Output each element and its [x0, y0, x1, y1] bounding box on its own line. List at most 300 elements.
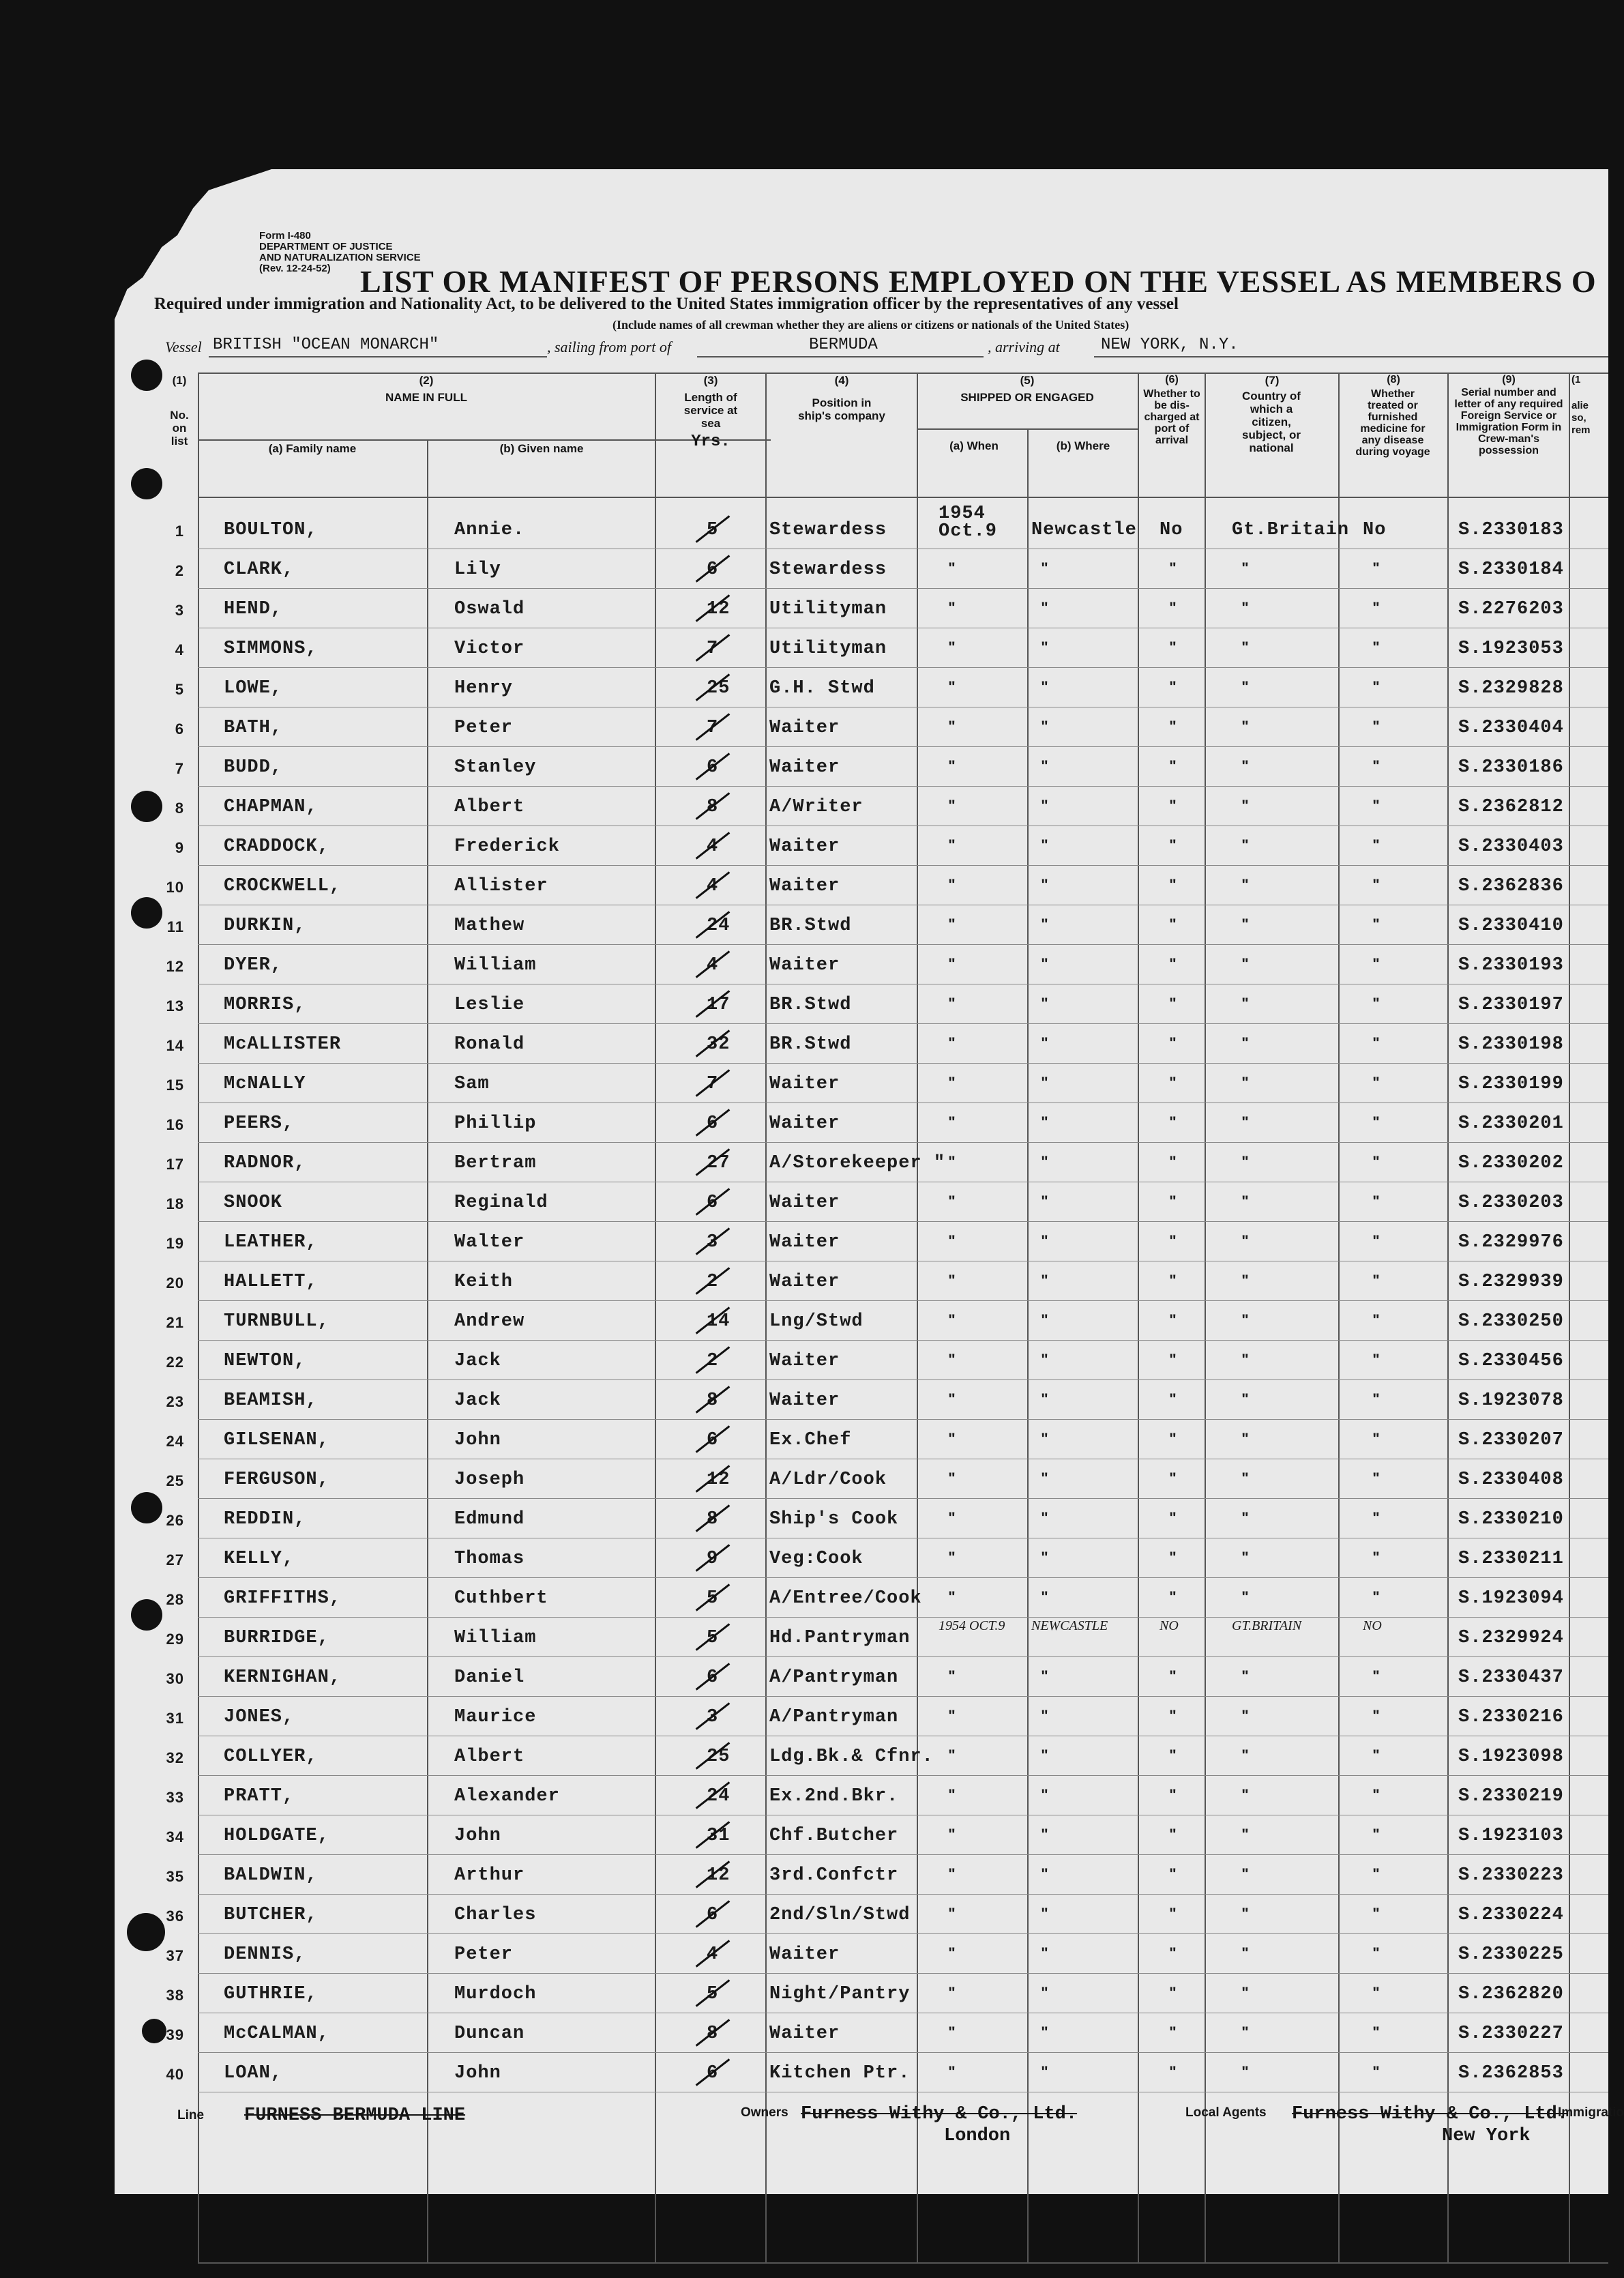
cell-serial: S.2329976	[1458, 1232, 1564, 1253]
cell-given: Cuthbert	[454, 1588, 548, 1609]
table-row	[166, 1182, 1608, 1222]
col8-number: (8)	[1387, 374, 1400, 385]
cell-country: "	[1241, 836, 1250, 853]
cell-discharged: "	[1169, 757, 1177, 774]
sailing-label: , sailing from port of	[547, 338, 671, 355]
col5b-header: (b) Where	[1056, 439, 1110, 452]
cell-no: 37	[166, 1947, 184, 1964]
cell-discharged: "	[1169, 955, 1177, 972]
cell-where: "	[1041, 1470, 1049, 1487]
col4-header	[767, 374, 917, 422]
cell-discharged: "	[1169, 639, 1177, 656]
table-row	[175, 786, 1608, 826]
revision-date: (Rev. 12-24-52)	[259, 263, 331, 274]
vessel-underline	[209, 356, 547, 357]
cell-discharged: "	[1169, 1588, 1177, 1605]
cell-serial: S.2330211	[1458, 1549, 1564, 1569]
cell-yrs: 8	[707, 2024, 719, 2044]
cell-serial: S.1923098	[1458, 1747, 1564, 1767]
cell-given: Phillip	[454, 1113, 537, 1134]
cell-position: Veg:Cook	[769, 1549, 863, 1569]
table-row	[166, 984, 1608, 1024]
cell-treated: "	[1372, 757, 1381, 774]
cell-country: "	[1241, 1826, 1250, 1843]
cell-yrs: 27	[707, 1153, 730, 1173]
cell-country: "	[1241, 599, 1250, 616]
cell-where: "	[1041, 1786, 1049, 1803]
cell-serial: S.2330410	[1458, 916, 1564, 936]
cell-family: FERGUSON,	[224, 1470, 329, 1490]
cell-position: Stewardess	[769, 559, 887, 580]
cell-given: Thomas	[454, 1549, 525, 1569]
cell-yrs: 4	[707, 1944, 719, 1965]
cell-treated: "	[1372, 1826, 1381, 1843]
cell-no: 13	[166, 997, 184, 1014]
table-row	[166, 1973, 1608, 2013]
cell-treated: "	[1372, 1153, 1381, 1170]
cell-treated: "	[1372, 916, 1381, 933]
table-row	[166, 1379, 1608, 1420]
table-row	[166, 1221, 1608, 1261]
table-row	[166, 1894, 1608, 1934]
col5-title: SHIPPED OR ENGAGED	[960, 391, 1094, 404]
table-row	[175, 549, 1608, 589]
cell-when: "	[948, 1826, 956, 1843]
cell-position: A/Storekeeper "	[769, 1153, 946, 1173]
cell-when: "	[948, 1865, 956, 1882]
cell-yrs: 7	[707, 639, 719, 659]
cell-treated: "	[1372, 1430, 1381, 1447]
cell-when: "	[948, 639, 956, 656]
cell-discharged: "	[1169, 718, 1177, 735]
table-row	[175, 707, 1608, 747]
cell-where: "	[1041, 1193, 1049, 1210]
cell-country: "	[1241, 1747, 1250, 1764]
cell-position: Waiter	[769, 1193, 840, 1213]
cell-no: 39	[166, 2026, 184, 2043]
cell-no: 26	[166, 1512, 184, 1529]
cell-when: "	[948, 1944, 956, 1961]
cell-discharged: "	[1169, 599, 1177, 616]
table-row	[166, 1815, 1608, 1855]
cell-where: "	[1041, 1034, 1049, 1051]
cell-treated: "	[1372, 1786, 1381, 1803]
table-row	[166, 1933, 1608, 1974]
cell-discharged: "	[1169, 1193, 1177, 1210]
cell-given: Reginald	[454, 1193, 548, 1213]
cell-no: 34	[166, 1828, 184, 1845]
cell-given: Daniel	[454, 1667, 525, 1688]
cell-discharged: "	[1169, 1351, 1177, 1368]
cell-position: Waiter	[769, 1113, 840, 1134]
table-row	[166, 1459, 1608, 1499]
cell-yrs: 8	[707, 1390, 719, 1411]
cell-no: 12	[166, 958, 184, 975]
cell-serial: S.2330210	[1458, 1509, 1564, 1530]
page-title: LIST OR MANIFEST OF PERSONS EMPLOYED ON THE VESSEL AS MEMBERS O	[360, 264, 1597, 299]
table-row	[166, 865, 1608, 905]
cell-given: John	[454, 1430, 501, 1450]
cell-where: "	[1041, 1865, 1049, 1882]
cell-when: "	[948, 2024, 956, 2041]
cell-family: HOLDGATE,	[224, 1826, 329, 1846]
table-row	[166, 1419, 1608, 1459]
cell-yrs: 3	[707, 1232, 719, 1253]
table-row	[166, 2052, 1608, 2092]
cell-no: 23	[166, 1393, 184, 1410]
cell-position: 2nd/Sln/Stwd	[769, 1905, 911, 1925]
cell-where: "	[1041, 599, 1049, 616]
cell-where: NEWCASTLE	[1031, 1618, 1108, 1633]
table-row	[166, 2013, 1608, 2053]
cell-serial: S.2362836	[1458, 876, 1564, 896]
cell-yrs: 25	[707, 1747, 730, 1767]
cell-serial: S.2362820	[1458, 1984, 1564, 2004]
cell-treated: "	[1372, 599, 1381, 616]
cell-no: 17	[166, 1156, 184, 1173]
cell-where: "	[1041, 1707, 1049, 1724]
cell-family: PEERS,	[224, 1113, 295, 1134]
cell-treated: "	[1372, 639, 1381, 656]
cell-country: "	[1241, 1667, 1250, 1684]
cell-serial: S.2330403	[1458, 836, 1564, 857]
cell-when: "	[948, 797, 956, 814]
cell-family: McNALLY	[224, 1074, 306, 1094]
cell-given: Leslie	[454, 995, 525, 1015]
cell-family: SIMMONS,	[224, 639, 318, 659]
cell-where: "	[1041, 1074, 1049, 1091]
cell-country: "	[1241, 757, 1250, 774]
cell-position: Waiter	[769, 836, 840, 857]
cell-no: 31	[166, 1710, 184, 1727]
cell-family: LOWE,	[224, 678, 283, 699]
cell-yrs: 7	[707, 1074, 719, 1094]
cell-treated: "	[1372, 1588, 1381, 1605]
cell-where: "	[1041, 559, 1049, 576]
cell-yrs: 17	[707, 995, 730, 1015]
vessel-label: Vessel	[165, 338, 202, 355]
table-row	[175, 746, 1608, 787]
cell-serial: S.2330186	[1458, 757, 1564, 778]
cell-discharged: "	[1169, 1786, 1177, 1803]
cell-serial: S.1923103	[1458, 1826, 1564, 1846]
owners-label: Owners	[741, 2105, 788, 2120]
cell-given: Stanley	[454, 757, 537, 778]
col4-title: Position in ship's company	[798, 396, 885, 422]
cell-family: McALLISTER	[224, 1034, 342, 1055]
cell-no: 11	[166, 918, 184, 935]
cell-treated: "	[1372, 1747, 1381, 1764]
cell-given: Jack	[454, 1351, 501, 1371]
cell-country: "	[1241, 1193, 1250, 1210]
cell-yrs: 2	[707, 1272, 719, 1292]
col3-header	[656, 374, 765, 451]
cell-discharged: "	[1169, 1074, 1177, 1091]
cell-treated: "	[1372, 1034, 1381, 1051]
cell-treated: "	[1372, 1074, 1381, 1091]
cell-discharged: "	[1169, 1747, 1177, 1764]
cell-discharged: "	[1169, 1430, 1177, 1447]
arrival-underline	[1094, 356, 1608, 357]
cell-position: BR.Stwd	[769, 1034, 852, 1055]
table-row	[166, 1538, 1608, 1578]
cell-serial: S.2362853	[1458, 2063, 1564, 2084]
cell-when: "	[948, 876, 956, 893]
cell-yrs: 6	[707, 1113, 719, 1134]
cell-given: John	[454, 1826, 501, 1846]
cell-given: Edmund	[454, 1509, 525, 1530]
cell-discharged: "	[1169, 995, 1177, 1012]
cell-when: "	[948, 916, 956, 933]
cell-serial: S.2330198	[1458, 1034, 1564, 1055]
cell-discharged: "	[1169, 2024, 1177, 2041]
cell-family: KERNIGHAN,	[224, 1667, 342, 1688]
cell-family: HALLETT,	[224, 1272, 318, 1292]
cell-family: GUTHRIE,	[224, 1984, 318, 2004]
binder-hole	[131, 360, 162, 391]
cell-given: Charles	[454, 1905, 537, 1925]
table-row	[166, 1775, 1608, 1815]
cell-position: Ex.Chef	[769, 1430, 852, 1450]
owners-city: London	[944, 2126, 1011, 2146]
cell-when: "	[948, 1667, 956, 1684]
cell-given: Maurice	[454, 1707, 537, 1727]
cell-when: "	[948, 1193, 956, 1210]
cell-discharged: "	[1169, 1272, 1177, 1289]
cell-position: Waiter	[769, 1944, 840, 1965]
cell-country: "	[1241, 797, 1250, 814]
cell-serial: S.2330183	[1458, 520, 1564, 540]
cell-no: 5	[175, 681, 184, 698]
cell-country: "	[1241, 1588, 1250, 1605]
cell-serial: S.2330199	[1458, 1074, 1564, 1094]
table-row	[175, 503, 1608, 549]
cell-where: "	[1041, 1667, 1049, 1684]
table-row	[166, 1736, 1608, 1776]
cell-when: "	[948, 1034, 956, 1051]
cell-discharged: "	[1169, 2063, 1177, 2080]
cell-where: "	[1041, 757, 1049, 774]
cell-given: Mathew	[454, 916, 525, 936]
cell-family: HEND,	[224, 599, 283, 619]
cell-treated: "	[1372, 1113, 1381, 1130]
cell-yrs: 5	[707, 520, 719, 540]
cell-given: Albert	[454, 797, 525, 817]
cell-serial: S.2330203	[1458, 1193, 1564, 1213]
cell-family: RADNOR,	[224, 1153, 306, 1173]
col2-header	[198, 374, 655, 404]
cell-discharged: "	[1169, 1667, 1177, 1684]
cell-discharged: "	[1169, 1707, 1177, 1724]
cell-serial: S.2330227	[1458, 2024, 1564, 2044]
cell-no: 35	[166, 1868, 184, 1885]
cell-where: "	[1041, 1588, 1049, 1605]
cell-family: CLARK,	[224, 559, 295, 580]
cell-yrs: 2	[707, 1351, 719, 1371]
col4-number: (4)	[834, 374, 849, 387]
cell-position: Waiter	[769, 876, 840, 896]
cell-country: "	[1241, 916, 1250, 933]
col6-number: (6)	[1165, 374, 1179, 385]
cell-position: Waiter	[769, 757, 840, 778]
cell-where: "	[1041, 876, 1049, 893]
table-row	[166, 1696, 1608, 1736]
col2a-header: (a) Family name	[268, 442, 357, 455]
cell-country: "	[1241, 1786, 1250, 1803]
cell-discharged: "	[1169, 797, 1177, 814]
form-number: Form I-480	[259, 230, 311, 242]
cell-where: "	[1041, 1153, 1049, 1170]
cell-no: 4	[175, 641, 184, 658]
cell-where: "	[1041, 1984, 1049, 2001]
cell-treated: "	[1372, 955, 1381, 972]
cell-when: "	[948, 1707, 956, 1724]
cell-where: "	[1041, 1430, 1049, 1447]
manifest-page	[115, 169, 1624, 2194]
binder-hole	[131, 897, 162, 929]
cell-treated: "	[1372, 1193, 1381, 1210]
cell-family: BOULTON,	[224, 520, 318, 540]
agents-value: Furness Withy & Co., Ltd.	[1292, 2104, 1569, 2124]
cell-yrs: 12	[707, 599, 730, 619]
cell-serial: S.2330404	[1458, 718, 1564, 738]
cell-country: "	[1241, 955, 1250, 972]
cell-when: "	[948, 599, 956, 616]
cell-discharged: "	[1169, 559, 1177, 576]
cell-no: 20	[166, 1274, 184, 1291]
cell-discharged: "	[1169, 1549, 1177, 1566]
cell-no: 27	[166, 1551, 184, 1568]
cell-given: Duncan	[454, 2024, 525, 2044]
cell-given: Ronald	[454, 1034, 525, 1055]
cell-no: 30	[166, 1670, 184, 1687]
cell-yrs: 6	[707, 1430, 719, 1450]
col5a-header: (a) When	[949, 439, 999, 452]
table-row	[175, 628, 1608, 668]
cell-treated: "	[1372, 836, 1381, 853]
cell-where: "	[1041, 797, 1049, 814]
cell-discharged: "	[1169, 1905, 1177, 1922]
cell-position: Ship's Cook	[769, 1509, 899, 1530]
cell-family: TURNBULL,	[224, 1311, 329, 1332]
cell-position: Night/Pantry	[769, 1984, 911, 2004]
cell-family: LOAN,	[224, 2063, 283, 2084]
col9-header	[1449, 374, 1569, 456]
cell-treated: "	[1372, 1984, 1381, 2001]
cell-treated: "	[1372, 1272, 1381, 1289]
cell-given: Alexander	[454, 1786, 560, 1807]
col9-title: Serial number and letter of any required Foreign Service or Immigration Form in Crew-man's possession	[1454, 387, 1563, 456]
cell-given: Walter	[454, 1232, 525, 1253]
cell-given: Lily	[454, 559, 501, 580]
table-row	[175, 667, 1608, 707]
col6-header	[1139, 374, 1205, 446]
cell-country: "	[1241, 2024, 1250, 2041]
cell-treated: "	[1372, 1865, 1381, 1882]
cell-yrs: 6	[707, 1667, 719, 1688]
col7-header	[1206, 374, 1338, 454]
cell-when: "	[948, 1153, 956, 1170]
cell-yrs: 5	[707, 1984, 719, 2004]
col8-title: Whether treated or furnished medicine for any disease during voyage	[1355, 388, 1430, 458]
include-note: (Include names of all crewman whether they are aliens or citizens or nationals of the United States)	[612, 318, 1130, 332]
cell-no: 8	[175, 800, 184, 817]
cell-discharged: "	[1169, 1509, 1177, 1526]
cell-yrs: 32	[707, 1034, 730, 1055]
col10-number: (1	[1571, 374, 1581, 385]
owners-value: Furness Withy & Co., Ltd.	[801, 2104, 1078, 2124]
cell-family: SNOOK	[224, 1193, 283, 1213]
cell-country: "	[1241, 1113, 1250, 1130]
col6-title: Whether to be dis-charged at port of arrival	[1143, 388, 1200, 446]
cell-family: LEATHER,	[224, 1232, 318, 1253]
cell-where: "	[1041, 1311, 1049, 1328]
cell-when: "	[948, 1311, 956, 1328]
cell-serial: S.2330250	[1458, 1311, 1564, 1332]
cell-serial: S.2330201	[1458, 1113, 1564, 1134]
binder-hole	[131, 1492, 162, 1523]
cell-treated: "	[1372, 678, 1381, 695]
cell-family: BURRIDGE,	[224, 1628, 329, 1648]
cell-position: Hd.Pantryman	[769, 1628, 911, 1648]
cell-position: Utilityman	[769, 639, 887, 659]
cell-yrs: 7	[707, 718, 719, 738]
vessel-name: BRITISH "OCEAN MONARCH"	[213, 336, 439, 354]
cell-serial: S.2330223	[1458, 1865, 1564, 1886]
cell-no: 38	[166, 1987, 184, 2004]
cell-when: "	[948, 1272, 956, 1289]
cell-discharged: "	[1169, 836, 1177, 853]
cell-given: Oswald	[454, 599, 525, 619]
cell-yrs: 24	[707, 1786, 730, 1807]
binder-hole	[131, 1599, 162, 1631]
cell-yrs: 6	[707, 1905, 719, 1925]
cell-yrs: 4	[707, 836, 719, 857]
cell-treated: No	[1363, 520, 1387, 540]
cell-when: 1954 OCT.9	[939, 1618, 1005, 1633]
col1-header	[162, 374, 196, 448]
cell-yrs: 3	[707, 1707, 719, 1727]
cell-family: BATH,	[224, 718, 283, 738]
cell-no: 14	[166, 1037, 184, 1054]
cell-discharged: "	[1169, 1865, 1177, 1882]
cell-discharged: "	[1169, 1232, 1177, 1249]
cell-when: "	[948, 1786, 956, 1803]
col2b-header: (b) Given name	[499, 442, 584, 455]
cell-discharged: "	[1169, 1113, 1177, 1130]
table-row	[166, 1300, 1608, 1341]
cell-discharged: "	[1169, 1034, 1177, 1051]
col2-title: NAME IN FULL	[385, 391, 467, 404]
col5-number: (5)	[1020, 374, 1035, 387]
table-row	[175, 588, 1608, 628]
cell-serial: S.2330216	[1458, 1707, 1564, 1727]
cell-given: Allister	[454, 876, 548, 896]
cell-country: "	[1241, 559, 1250, 576]
cell-family: BEAMISH,	[224, 1390, 318, 1411]
cell-where: "	[1041, 1944, 1049, 1961]
cell-no: 6	[175, 720, 184, 738]
col3-unit: Yrs.	[691, 433, 730, 451]
cell-when: "	[948, 1905, 956, 1922]
cell-serial: S.2330437	[1458, 1667, 1564, 1688]
col2-number: (2)	[419, 374, 434, 387]
cell-no: 19	[166, 1235, 184, 1252]
cell-family: PRATT,	[224, 1786, 295, 1807]
cell-yrs: 6	[707, 1193, 719, 1213]
cell-given: Arthur	[454, 1865, 525, 1886]
cell-no: 9	[175, 839, 184, 856]
